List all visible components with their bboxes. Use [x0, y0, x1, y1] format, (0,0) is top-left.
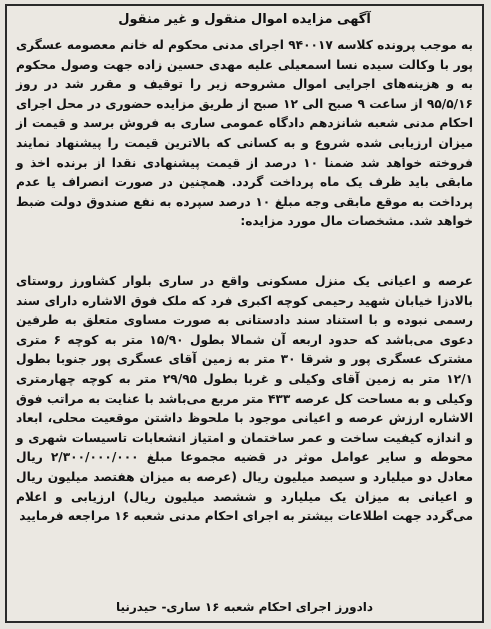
notice-frame [5, 4, 484, 623]
notice-paragraph-1: به موجب پرونده کلاسه ۹۴۰۰۱۷ اجرای مدنی محکوم له خانم معصومه عسگری پور با وکالت سیده نسا اسمعیلی علیه مهدی حسین زاده جهت وصول محکوم به و هزینه‌های اجرایی اموال مشروحه زیر را توقیف و مقرر شد در روز ۹۵/۵/۱۶ از ساعت ۹ صبح الی ۱۲ صبح از طریق مزایده حضوری در محل اجرای احکام مدنی شعبه شانزدهم دادگاه عمومی ساری به فروش برسد و قیمت از میزان ارزیابی شده شروع و به کسانی که بالاترین قیمت را پیشنهاد نمایند فروخته خواهد شد ضمنا ۱۰ درصد از قیمت پیشنهادی نقدا از برنده اخذ و مابقی باید ظرف یک ماه پرداخت گردد. همچنین در صورت انصراف یا عدم پرداخت به موقع مابقی وجه مبلغ ۱۰ درصد سپرده به نفع صندوق دولت ضبط خواهد شد. مشخصات مال مورد مزایده: [16, 38, 473, 229]
notice-signature: دادورز اجرای احکام شعبه ۱۶ ساری- حیدرنیا [115, 600, 374, 614]
notice-title: آگهی مزایده اموال منقول و غیر منقول [118, 12, 371, 27]
notice-paragraph-2: عرصه و اعیانی یک منزل مسکونی واقع در ساری بلوار کشاورز روستای بالادزا خیابان شهید رحیمی کوچه اکبری فرد که ملک فوق الاشاره دارای سند رسمی نبوده و با استناد سند دادستانی به صورت مساوی متعلق به طرفین دعوی می‌باشد که حدود اربعه آن شمالا بطول ۱۵/۹۰ متر به کوچه ۶ متری مشترک عسگری پور و شرقا ۳۰ متر به زمین آقای عسگری پور جنوبا بطول ۱۲/۱ متر به زمین آقای وکیلی و غربا بطول ۲۹/۹۵ متر به کوچه چهارمتری وکیلی و به مساحت کل عرصه ۴۳۳ متر مربع می‌باشد با عنایت به مراتب فوق الاشاره ارزش عرصه و اعیانی موجود با ملحوظ داشتن موقعیت محلی، ابعاد و اندازه کیفیت ساخت و عمر ساختمان و امتیاز انشعابات تاسیسات شهری و محوطه و سایر عوامل موثر در قضیه مجموعا مبلغ ۲/۳۰۰/۰۰۰/۰۰۰ ریال معادل دو میلیارد و سیصد میلیون ریال (عرصه به میزان هفتصد میلیون ریال و اعیانی به میزان یک میلیارد و ششصد میلیون ریال) ارزیابی و اعلام می‌گردد جهت اطلاعات بیشتر به اجرای احکام مدنی شعبه ۱۶ مراجعه فرمایید [16, 274, 474, 524]
